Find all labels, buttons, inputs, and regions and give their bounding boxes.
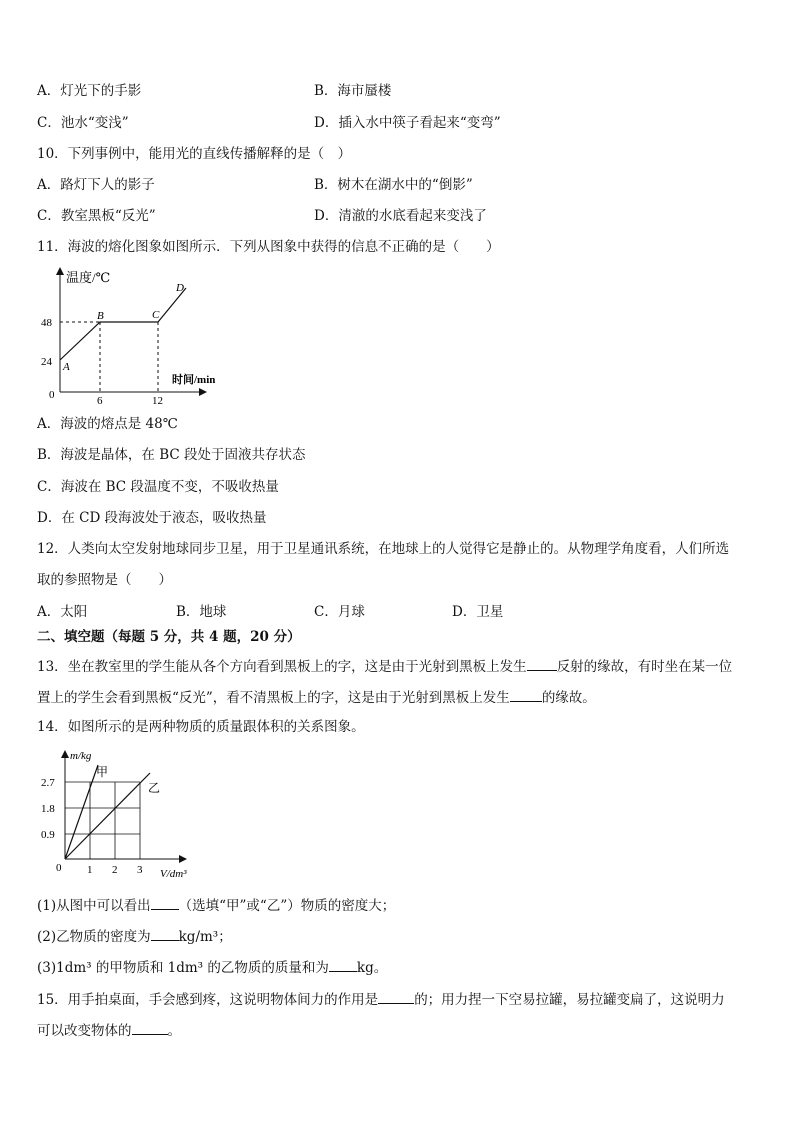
q11-xtick-12: 12	[152, 395, 163, 407]
q12-stem-line2: 取的参照物是（ ）	[37, 572, 172, 588]
q14-ytick-09: 0.9	[41, 829, 55, 841]
q13-line2	[37, 687, 596, 707]
q15-text-3: 可以改变物体的	[37, 1023, 132, 1039]
q12-option-c: C．月球	[314, 604, 365, 620]
q15-text-4: 。	[167, 1023, 181, 1039]
q9-option-d: D．插入水中筷子看起来“变弯”	[314, 115, 501, 131]
q9-option-a: A．灯光下的手影	[37, 83, 142, 99]
q14-line-jia-label: 甲	[96, 765, 109, 779]
q11-stem: 11．海波的熔化图象如图所示．下列从图象中获得的信息不正确的是（ ）	[37, 239, 500, 255]
q11-origin: 0	[49, 389, 55, 401]
q9-option-b: B．海市蜃楼	[314, 83, 392, 99]
q14-origin: 0	[56, 862, 62, 874]
q14-ytick-27: 2.7	[41, 777, 55, 789]
q11-point-c: C	[152, 309, 160, 321]
q11-ytick-48: 48	[41, 317, 52, 329]
q12-option-d: D．卫星	[452, 604, 504, 620]
q14-sub1-text-a: (1)从图中可以看出	[37, 898, 151, 914]
q13-text-2: 反射的缘故，有时坐在某一位	[556, 659, 733, 675]
q12-stem-line1: 12．人类向太空发射地球同步卫星，用于卫星通讯系统，在地球上的人觉得它是静止的。从物理学角度看，人们所选	[37, 541, 730, 557]
q10-stem: 10．下列事例中，能用光的直线传播解释的是（ ）	[37, 146, 352, 162]
q14-sub2-text-b: kg/m³；	[178, 929, 232, 945]
q15-blank-2[interactable]	[132, 1020, 168, 1035]
section-heading-fill-in: 二、填空题（每题 5 分，共 4 题，20 分）	[37, 629, 301, 645]
q13-text-3: 置上的学生会看到黑板“反光”，看不清黑板上的字，这是由于光射到黑板上发生	[37, 690, 510, 706]
q14-mass-volume-graph	[36, 745, 206, 885]
q14-sub1	[37, 895, 395, 915]
q11-point-a: A	[63, 361, 70, 373]
q14-sub2-text-a: (2)乙物质的密度为	[37, 929, 151, 945]
q11-point-b: B	[97, 310, 104, 322]
q14-xlabel: V/dm³	[160, 868, 187, 880]
q11-melting-graph	[36, 262, 226, 407]
q11-xtick-6: 6	[97, 395, 103, 407]
q13-line1	[37, 656, 732, 676]
q11-option-c: C．海波在 BC 段温度不变，不吸收热量	[37, 479, 279, 495]
q14-xtick-2: 2	[112, 864, 118, 876]
q14-xtick-3: 3	[137, 864, 143, 876]
q14-sub3-text-a: (3)1dm³ 的甲物质和 1dm³ 的乙物质的质量和为	[37, 960, 329, 976]
q14-sub3-text-b: kg。	[356, 960, 388, 976]
q14-ytick-18: 1.8	[41, 803, 55, 815]
q14-sub3	[37, 957, 387, 977]
q14-sub1-text-b: （选填“甲”或“乙”）物质的密度大；	[178, 898, 396, 914]
q14-blank-3[interactable]	[329, 957, 357, 972]
q14-ylabel: m/kg	[70, 750, 92, 762]
q11-option-a: A．海波的熔点是 48℃	[37, 416, 178, 432]
q14-sub2	[37, 926, 232, 946]
q11-option-d: D．在 CD 段海波处于液态，吸收热量	[37, 510, 267, 526]
q14-blank-1[interactable]	[151, 895, 179, 910]
q15-text-1: 15．用手拍桌面，手会感到疼，这说明物体间力的作用是	[37, 992, 379, 1008]
q13-text-1: 13．坐在教室里的学生能从各个方向看到黑板上的字，这是由于光射到黑板上发生	[37, 659, 527, 675]
q11-ytick-24: 24	[41, 356, 52, 368]
q15-blank-1[interactable]	[378, 989, 414, 1004]
q10-option-b: B．树木在湖水中的“倒影”	[314, 177, 473, 193]
q11-ylabel: 温度/℃	[66, 270, 111, 285]
q14-line-yi-label: 乙	[148, 781, 161, 795]
q13-blank-1[interactable]	[527, 656, 557, 671]
q13-text-4: 的缘故。	[541, 690, 596, 706]
q15-text-2: 的；用力捏一下空易拉罐，易拉罐变扁了，这说明力	[414, 992, 725, 1008]
q14-stem: 14．如图所示的是两种物质的质量跟体积的关系图象。	[37, 719, 365, 735]
q11-option-b: B．海波是晶体，在 BC 段处于固液共存状态	[37, 447, 306, 463]
q10-option-d: D．清澈的水底看起来变浅了	[314, 208, 487, 224]
q15-line1	[37, 989, 725, 1009]
q12-option-b: B．地球	[176, 604, 227, 620]
q10-option-a: A．路灯下人的影子	[37, 177, 155, 193]
q10-option-c: C．教室黑板“反光”	[37, 208, 156, 224]
q9-option-c: C．池水“变浅”	[37, 115, 129, 131]
q11-point-d: D	[176, 282, 184, 294]
q14-blank-2[interactable]	[151, 926, 179, 941]
q11-xlabel: 时间/min	[172, 374, 216, 386]
q12-option-a: A．太阳	[37, 604, 88, 620]
q14-xtick-1: 1	[87, 864, 93, 876]
q13-blank-2[interactable]	[510, 687, 542, 702]
q15-line2	[37, 1020, 181, 1040]
